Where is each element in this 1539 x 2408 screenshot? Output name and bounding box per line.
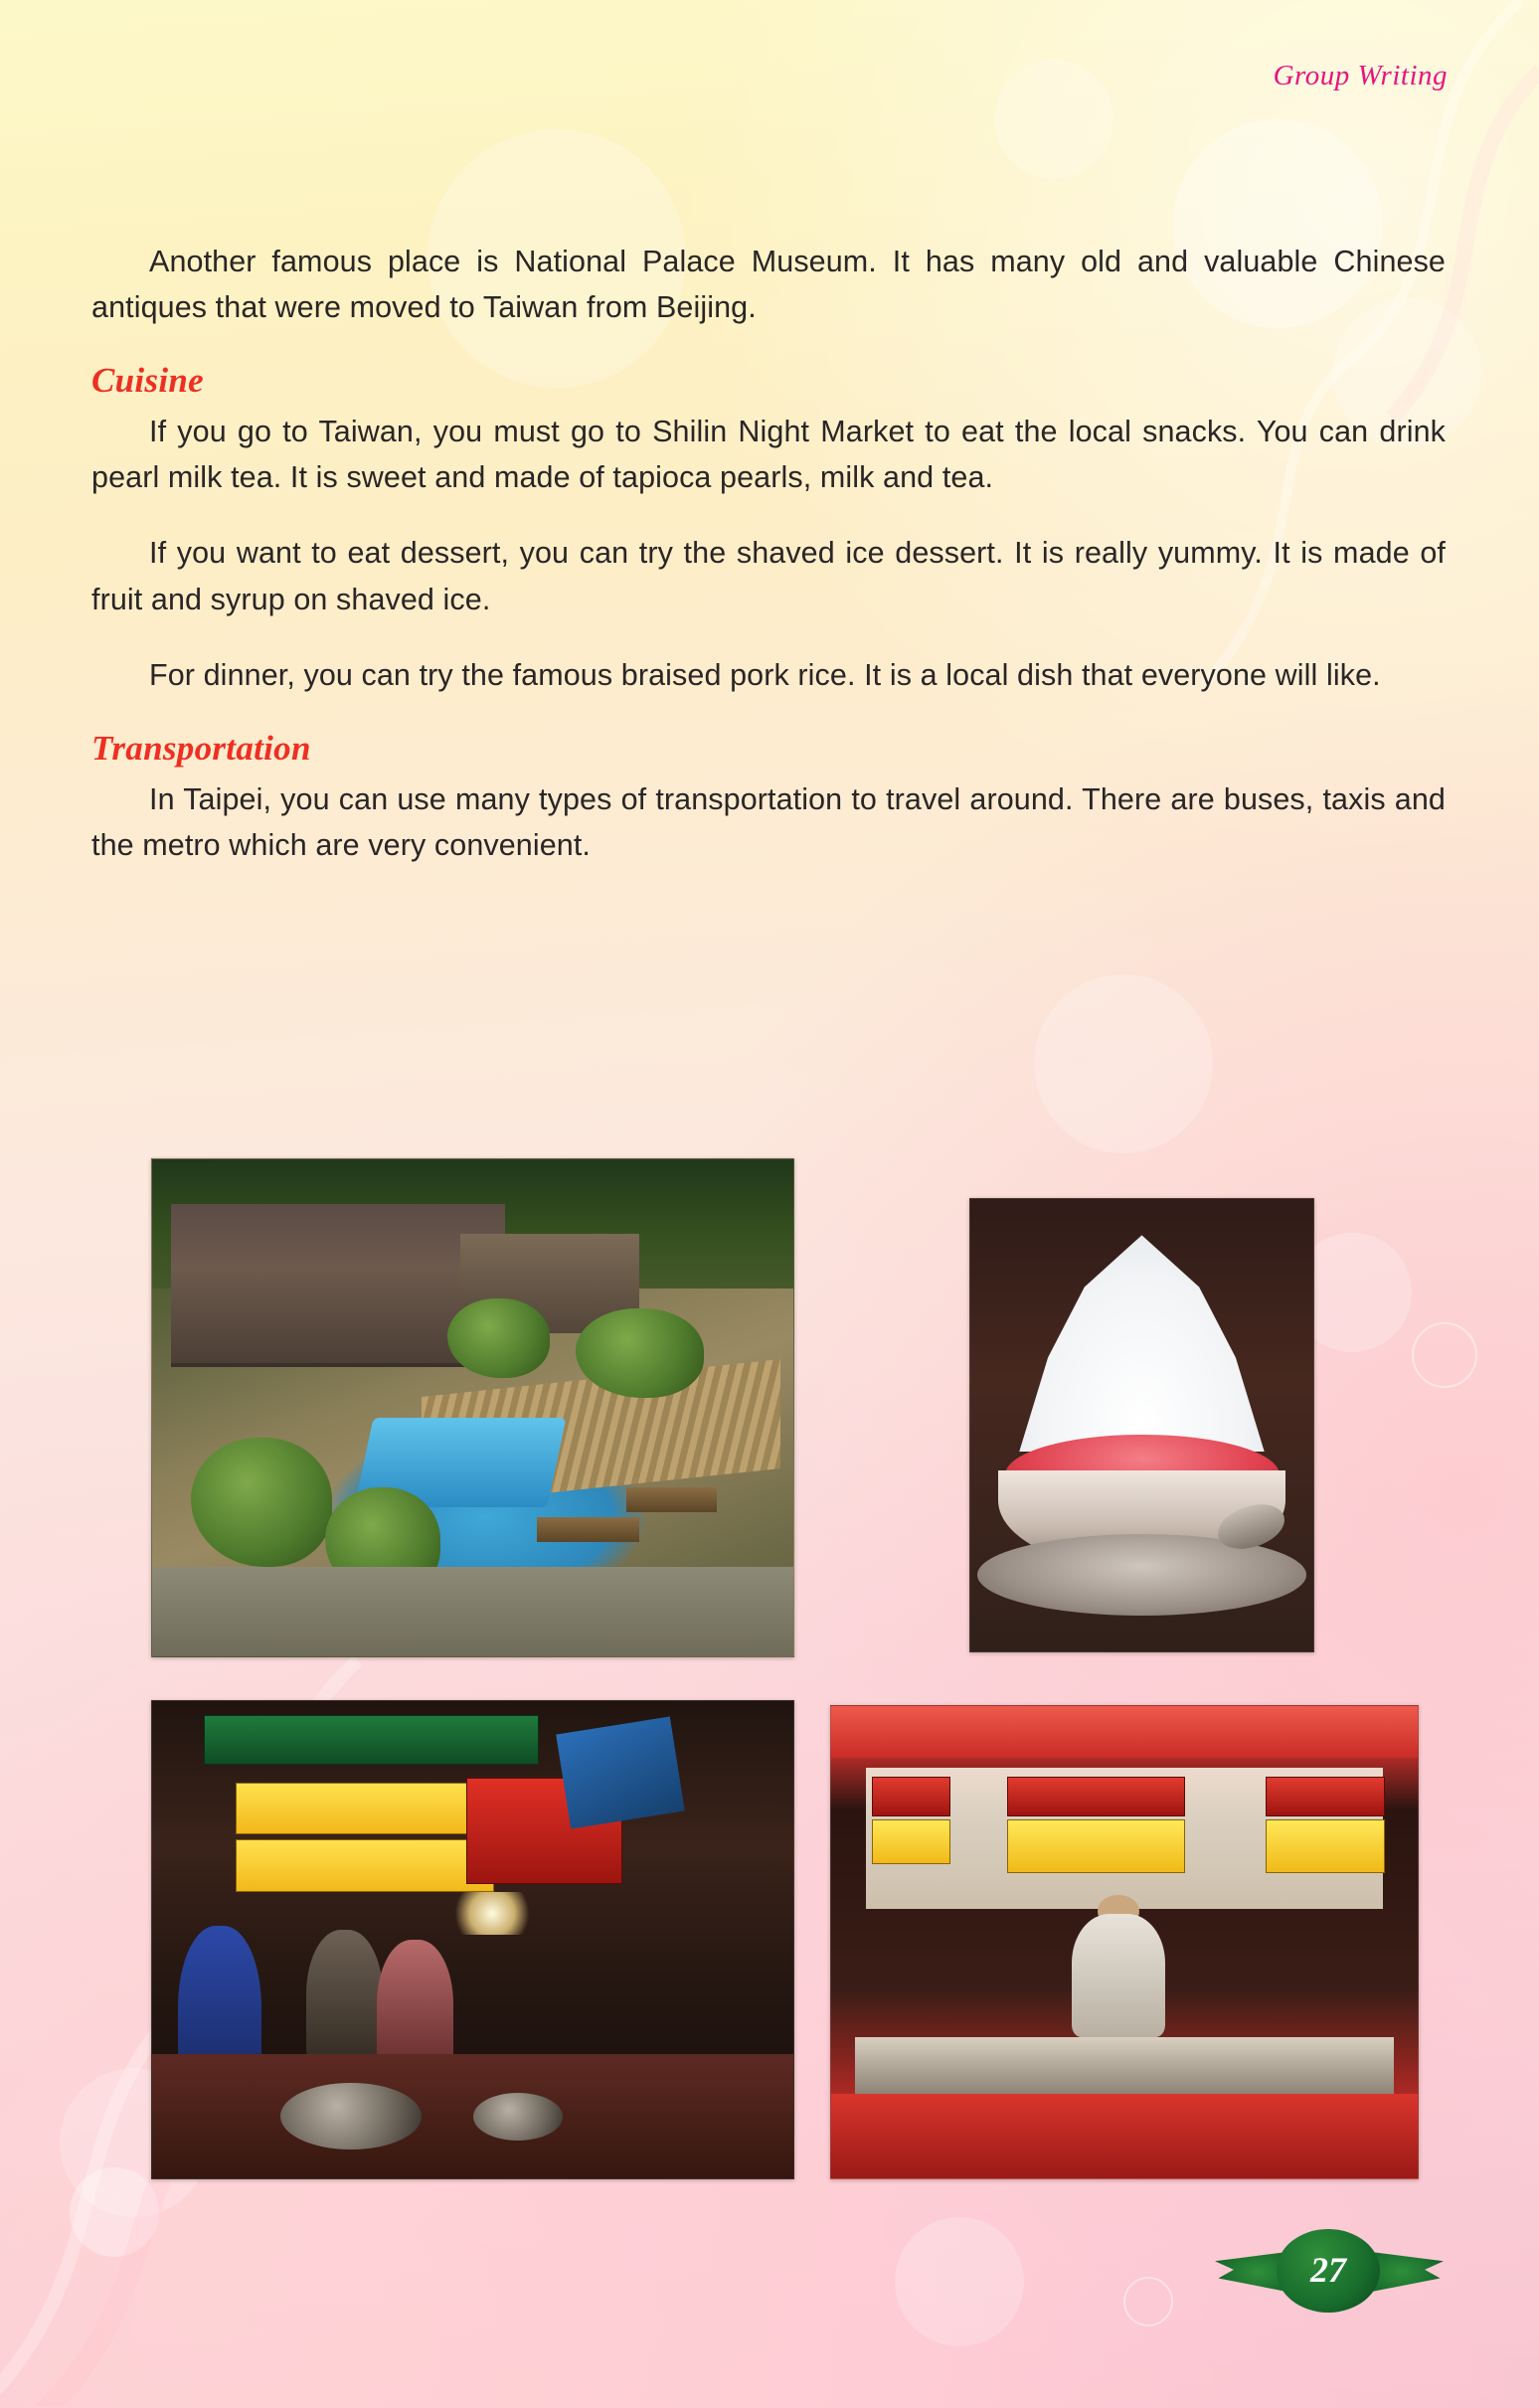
village-bench xyxy=(537,1517,639,1542)
stall-sign-red-right xyxy=(1266,1777,1385,1816)
stall-sign-yellow-center xyxy=(1007,1819,1185,1873)
stall-awning xyxy=(831,1706,1418,1758)
market-blue-banner xyxy=(556,1717,685,1829)
paragraph-night-market: If you go to Taiwan, you must go to Shilin Night Market to eat the local snacks. You can drink pearl milk tea. It is sweet and made of tapioca pearls, milk and tea. xyxy=(91,414,1446,495)
decorative-bubble xyxy=(1412,1322,1477,1388)
decorative-bubble xyxy=(1123,2277,1173,2326)
page-number-badge xyxy=(1215,2227,1444,2319)
page-number-circle xyxy=(1277,2229,1380,2313)
village-bench xyxy=(626,1487,716,1512)
decorative-bubble xyxy=(70,2167,159,2257)
market-yellow-sign-1 xyxy=(236,1783,494,1834)
stall-sign-red-center xyxy=(1007,1777,1185,1816)
photo-stinky-tofu-stall xyxy=(830,1705,1419,2179)
market-green-sign xyxy=(204,1715,539,1765)
photo-night-market xyxy=(151,1700,794,2179)
market-pot xyxy=(473,2093,563,2141)
decorative-bubble xyxy=(1034,974,1213,1153)
heading-transportation: Transportation xyxy=(91,728,311,768)
paragraph-dinner: For dinner, you can try the famous braised pork rice. It is a local dish that everyone will like. xyxy=(149,658,1381,693)
decorative-bubble xyxy=(895,2217,1024,2346)
article-body xyxy=(91,239,1446,898)
market-person xyxy=(306,1930,383,2073)
stall-sign-red-left xyxy=(872,1777,950,1816)
paragraph-dessert: If you want to eat dessert, you can try the shaved ice dessert. It is really yummy. It is made of fruit and syrup on shaved ice. xyxy=(91,536,1446,616)
market-pot xyxy=(280,2083,422,2150)
stall-counter xyxy=(855,2037,1395,2094)
photo-shaved-ice xyxy=(969,1198,1314,1652)
paragraph-museum: Another famous place is National Palace Museum. It has many old and valuable Chinese antiques that were moved to Taiwan from Beijing. xyxy=(91,245,1446,325)
stall-vendor xyxy=(1072,1914,1165,2037)
paragraph-transportation: In Taipei, you can use many types of transportation to travel around. There are buses, taxis and the metro which are very convenient. xyxy=(91,781,1446,862)
running-head: Group Writing xyxy=(1273,60,1448,91)
village-ground xyxy=(152,1567,793,1656)
page-number: 27 xyxy=(1310,2250,1346,2290)
photo-village xyxy=(151,1158,794,1657)
decorative-bubble xyxy=(994,60,1113,179)
stall-sign-yellow-right xyxy=(1266,1819,1385,1873)
stall-sign-yellow-left xyxy=(872,1819,950,1864)
village-bush xyxy=(191,1438,332,1567)
stall-cart-base xyxy=(831,2094,1418,2179)
market-lamp-glow xyxy=(447,1892,537,1935)
heading-cuisine: Cuisine xyxy=(91,360,204,400)
market-yellow-sign-2 xyxy=(236,1839,494,1891)
